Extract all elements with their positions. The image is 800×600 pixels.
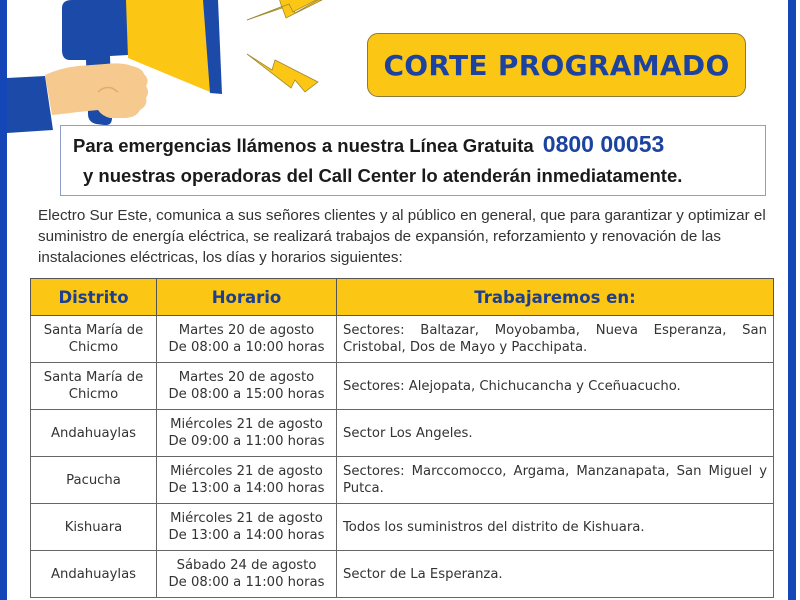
sleeve-icon bbox=[7, 76, 53, 133]
cell-horario bbox=[157, 551, 337, 598]
table-row bbox=[31, 363, 774, 410]
emergency-box bbox=[60, 125, 766, 196]
cell-trabajo: Sector de La Esperanza. bbox=[337, 551, 774, 598]
page-title: CORTE PROGRAMADO bbox=[383, 48, 730, 82]
cell-fecha: Martes 20 de agosto bbox=[178, 370, 315, 385]
cell-distrito: Pacucha bbox=[31, 457, 157, 504]
table-row bbox=[31, 551, 774, 598]
emergency-line-1 bbox=[73, 131, 664, 158]
cell-hora: De 08:00 a 11:00 horas bbox=[168, 575, 325, 590]
cell-hora: De 13:00 a 14:00 horas bbox=[168, 528, 325, 543]
cell-trabajo: Sectores: Alejopata, Chichucancha y Cceñuacucho. bbox=[337, 363, 774, 410]
cell-distrito: Santa María de Chicmo bbox=[31, 363, 157, 410]
cell-horario bbox=[157, 457, 337, 504]
cell-trabajo: Sector Los Angeles. bbox=[337, 410, 774, 457]
cell-trabajo: Sectores: Marccomocco, Argama, Manzanapata, San Miguel y Putca. bbox=[337, 457, 774, 504]
title-banner bbox=[367, 33, 746, 97]
hand-icon bbox=[45, 63, 148, 118]
cell-hora: De 08:00 a 15:00 horas bbox=[168, 387, 325, 402]
cell-fecha: Martes 20 de agosto bbox=[178, 323, 315, 338]
megaphone-illustration bbox=[0, 0, 340, 135]
cell-horario bbox=[157, 504, 337, 551]
lightning-bolt-icon bbox=[247, 54, 318, 92]
header-distrito: Distrito bbox=[31, 279, 157, 316]
cell-trabajo: Todos los suministros del distrito de Kishuara. bbox=[337, 504, 774, 551]
table-row bbox=[31, 457, 774, 504]
header-horario: Horario bbox=[157, 279, 337, 316]
table-header-row bbox=[31, 279, 774, 316]
schedule-table bbox=[30, 278, 774, 598]
intro-paragraph: Electro Sur Este, comunica a sus señores clientes y al público en general, que para garantizar y optimizar el suministro de energía eléctrica, se realizará trabajos de expansión, reforzamiento y renovación de las instalaciones eléctricas, los días y horarios siguientes: bbox=[38, 207, 766, 266]
cell-distrito: Andahuaylas bbox=[31, 410, 157, 457]
cell-fecha: Miércoles 21 de agosto bbox=[170, 511, 323, 526]
phone-number[interactable]: 0800 00053 bbox=[542, 131, 665, 157]
table-row bbox=[31, 504, 774, 551]
right-blue-border bbox=[788, 0, 796, 600]
cell-hora: De 08:00 a 10:00 horas bbox=[168, 340, 325, 355]
cell-fecha: Miércoles 21 de agosto bbox=[170, 417, 323, 432]
emergency-text: Para emergencias llámenos a nuestra Línea Gratuita bbox=[73, 135, 534, 156]
cell-distrito: Santa María de Chicmo bbox=[31, 316, 157, 363]
table-row bbox=[31, 316, 774, 363]
cell-hora: De 09:00 a 11:00 horas bbox=[168, 434, 325, 449]
cell-hora: De 13:00 a 14:00 horas bbox=[168, 481, 325, 496]
cell-distrito: Andahuaylas bbox=[31, 551, 157, 598]
table-row bbox=[31, 410, 774, 457]
cell-distrito: Kishuara bbox=[31, 504, 157, 551]
cell-fecha: Sábado 24 de agosto bbox=[176, 558, 317, 573]
cell-fecha: Miércoles 21 de agosto bbox=[170, 464, 323, 479]
cell-trabajo: Sectores: Baltazar, Moyobamba, Nueva Esperanza, San Cristobal, Dos de Mayo y Pacchipata. bbox=[337, 316, 774, 363]
cell-horario bbox=[157, 363, 337, 410]
header-trabajaremos: Trabajaremos en: bbox=[337, 279, 774, 316]
emergency-line-2: y nuestras operadoras del Call Center lo atenderán inmediatamente. bbox=[83, 165, 683, 186]
cell-horario bbox=[157, 316, 337, 363]
cell-horario bbox=[157, 410, 337, 457]
